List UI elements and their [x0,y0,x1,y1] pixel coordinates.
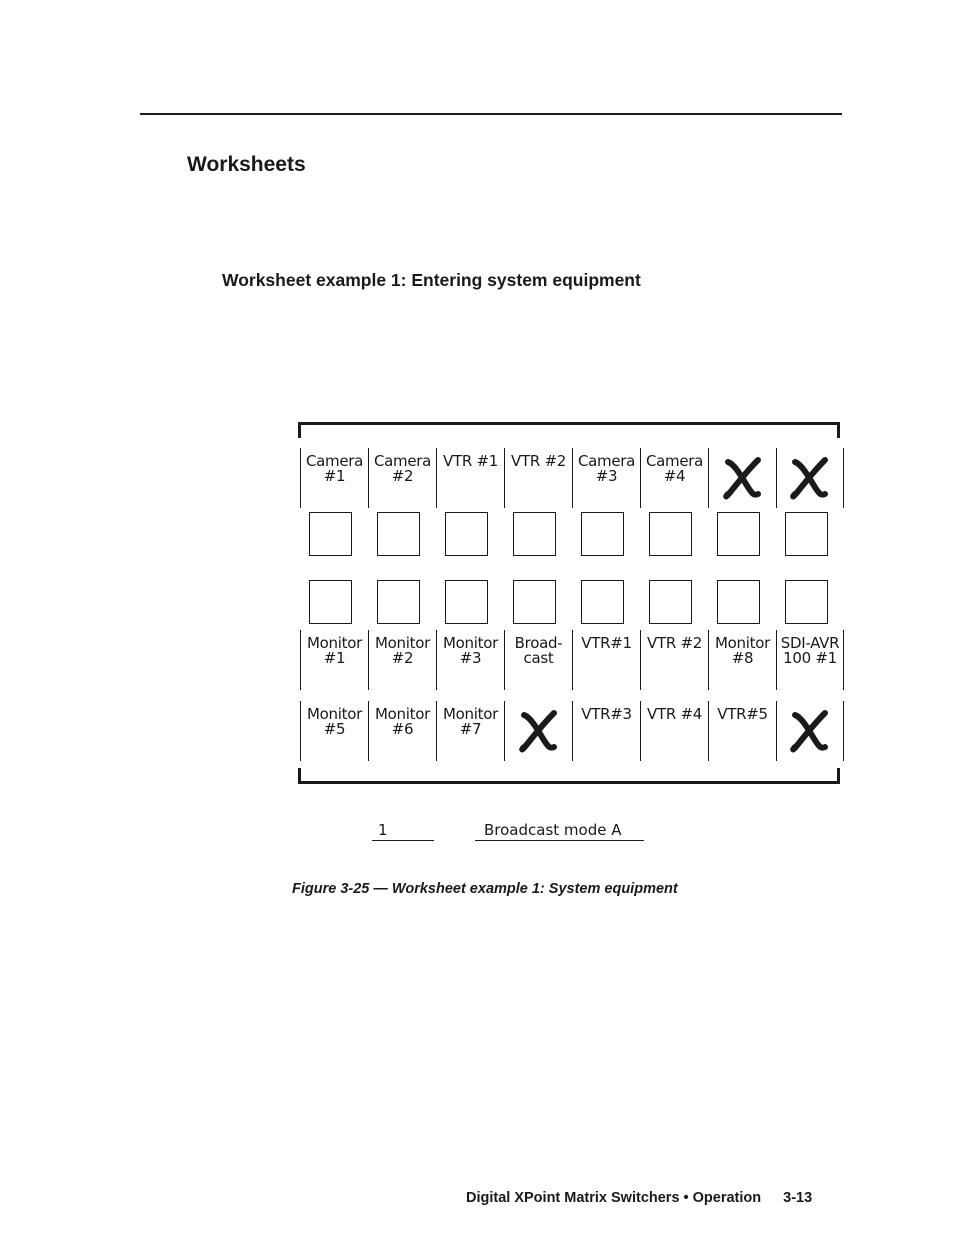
equipment-label-line1: VTR #2 [647,634,702,652]
header-rule [140,113,842,115]
equipment-cell [776,701,844,761]
equipment-label-line1: Camera [645,452,704,470]
tie-box [581,512,624,556]
equipment-label-line1: Monitor [443,705,498,723]
tie-box [377,512,420,556]
equipment-cell [300,630,368,690]
equipment-cell [368,630,436,690]
equipment-cell [368,448,436,508]
footer-title: Digital XPoint Matrix Switchers • Operation [466,1190,762,1206]
equipment-label-line1: Monitor [375,634,430,652]
equipment-label-line2: #3 [459,649,482,667]
subsection-title: Worksheet example 1: Entering system equipment [222,270,641,290]
equipment-label-line1: SDI-AVR [780,634,840,652]
crossed-out-icon [787,709,833,753]
tie-box [309,512,352,556]
equipment-cell [368,701,436,761]
equipment-label-line2: #7 [459,720,482,738]
preset-number-field: 1 [372,822,434,841]
tie-box [445,580,488,624]
equipment-label-line1: Camera [577,452,636,470]
worksheet-top-bracket [298,422,840,438]
equipment-cell [640,701,708,761]
equipment-cell [572,448,640,508]
equipment-cell [504,630,572,690]
output-labels-row-2 [298,701,842,761]
input-labels-row [298,448,842,508]
equipment-label-line1: Monitor [715,634,770,652]
crossed-out-icon [787,456,833,500]
equipment-cell [776,448,844,508]
crossed-out-icon [720,456,766,500]
tie-box [309,580,352,624]
equipment-label-line2: #2 [391,649,414,667]
equipment-label-line1: Camera [305,452,364,470]
crossed-out-icon [516,709,562,753]
output-boxes-row [298,580,842,626]
equipment-cell [708,448,776,508]
equipment-label-line1: Broad- [514,634,563,652]
section-title: Worksheets [187,153,306,176]
equipment-label-line2: cast [523,649,554,667]
equipment-cell [708,701,776,761]
preset-name-field: Broadcast mode A [475,822,644,841]
equipment-cell [640,630,708,690]
equipment-cell [436,630,504,690]
tie-box [377,580,420,624]
equipment-label-line1: Camera [373,452,432,470]
tie-box [649,580,692,624]
figure-caption: Figure 3-25 — Worksheet example 1: System equipment [292,881,678,897]
equipment-label-line1: VTR #4 [647,705,702,723]
tie-box [581,580,624,624]
equipment-label-line2: #1 [323,649,346,667]
tie-box [717,580,760,624]
tie-box [445,512,488,556]
equipment-cell [504,701,572,761]
equipment-cell [572,630,640,690]
equipment-cell [504,448,572,508]
equipment-cell [708,630,776,690]
input-boxes-row [298,512,842,558]
equipment-label-line2: #2 [391,467,414,485]
tie-box [717,512,760,556]
equipment-cell [300,448,368,508]
equipment-label-line1: Monitor [375,705,430,723]
equipment-label-line2: #3 [595,467,618,485]
equipment-label-line1: Monitor [307,634,362,652]
equipment-label-line2: #5 [323,720,346,738]
page-footer [466,1190,812,1206]
tie-box [785,512,828,556]
equipment-label-line1: Monitor [443,634,498,652]
tie-box [513,512,556,556]
equipment-label-line2: #6 [391,720,414,738]
equipment-label-line1: Monitor [307,705,362,723]
equipment-cell [436,701,504,761]
equipment-label-line2: 100 #1 [783,649,837,667]
worksheet-figure [298,422,842,784]
equipment-cell [572,701,640,761]
tie-box [785,580,828,624]
page-number: 3-13 [783,1190,813,1206]
worksheet-bottom-bracket [298,768,840,784]
equipment-label-line1: VTR #2 [511,452,566,470]
equipment-cell [436,448,504,508]
equipment-label-line2: #1 [323,467,346,485]
output-labels-row-1 [298,630,842,690]
equipment-label-line2: #8 [731,649,754,667]
equipment-cell [640,448,708,508]
equipment-label-line1: VTR#1 [581,634,632,652]
equipment-label-line1: VTR#3 [581,705,632,723]
tie-box [513,580,556,624]
equipment-label-line2: #4 [663,467,686,485]
equipment-label-line1: VTR #1 [443,452,498,470]
equipment-cell [300,701,368,761]
equipment-cell [776,630,844,690]
tie-box [649,512,692,556]
equipment-label-line1: VTR#5 [717,705,768,723]
